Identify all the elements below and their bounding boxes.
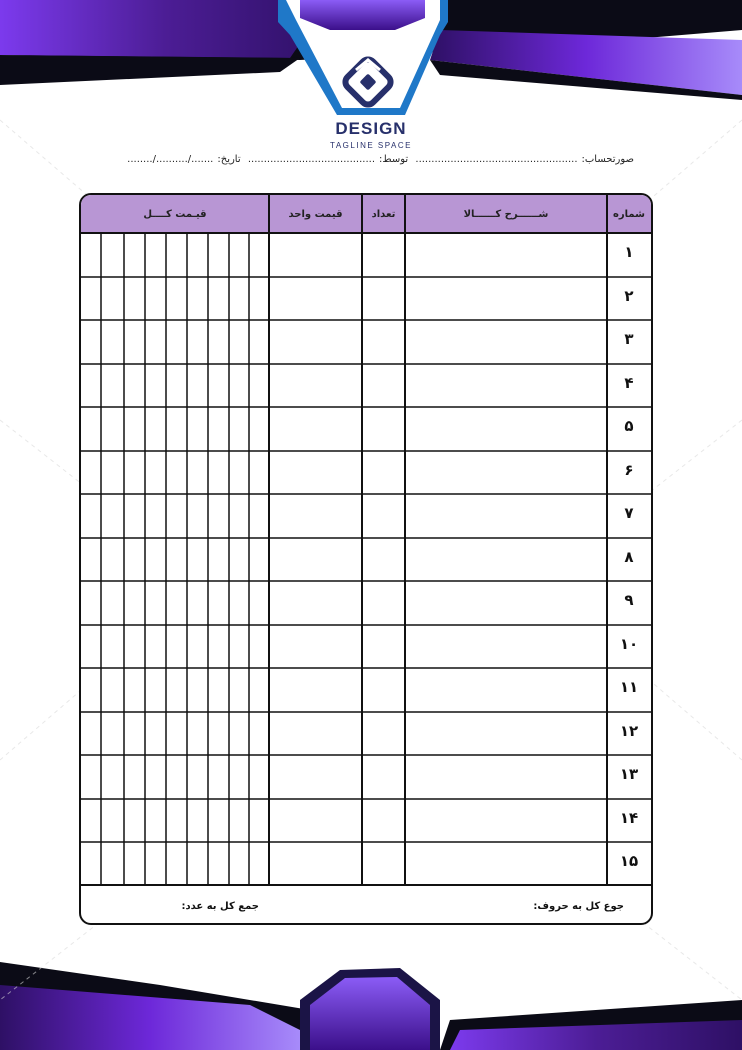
- row-number: ۲: [624, 287, 634, 305]
- row-number: ۹: [624, 591, 634, 609]
- row-number: ۱۴: [619, 809, 639, 827]
- row-number: ۱۱: [619, 678, 639, 696]
- row-number: ۵: [624, 417, 634, 435]
- date-field[interactable]: ......./........../........: [127, 154, 214, 165]
- row-number: ۴: [624, 374, 634, 392]
- header-number: شماره: [613, 208, 645, 220]
- invoice-info-row: [94, 154, 634, 165]
- by-label: توسط:: [379, 154, 409, 165]
- table-grid: [81, 195, 651, 923]
- logo-badge: [278, 0, 448, 115]
- by-field[interactable]: ........................................: [247, 154, 375, 165]
- account-field[interactable]: ...................................................: [415, 154, 578, 165]
- total-in-words-label: جوع کل به حروف:: [533, 901, 624, 912]
- row-number: ۸: [624, 548, 634, 566]
- account-label: صورتحساب:: [581, 154, 634, 165]
- header-description: شــــــرح کــــــالا: [463, 208, 549, 220]
- header-quantity: تعداد: [371, 208, 396, 220]
- brand-tagline: TAGLINE SPACE: [330, 141, 412, 150]
- row-number: ۱۲: [619, 722, 639, 740]
- brand-name: DESIGN: [335, 119, 407, 138]
- header-total-price: قیـمت کــــل: [143, 208, 207, 220]
- row-number: ۱: [624, 243, 634, 261]
- row-number: ۳: [624, 330, 634, 348]
- row-number: ۷: [624, 504, 634, 522]
- row-number: ۱۰: [619, 635, 639, 653]
- invoice-table: [79, 193, 653, 925]
- header-unit-price: قیمت واحد: [288, 208, 343, 220]
- row-number: ۶: [624, 461, 634, 479]
- date-label: تاریخ:: [217, 154, 241, 165]
- row-number: ۱۳: [619, 765, 639, 783]
- bottom-band: [0, 962, 742, 1050]
- row-number: ۱۵: [619, 852, 639, 870]
- total-in-numbers-label: جمع کل به عدد:: [181, 901, 259, 912]
